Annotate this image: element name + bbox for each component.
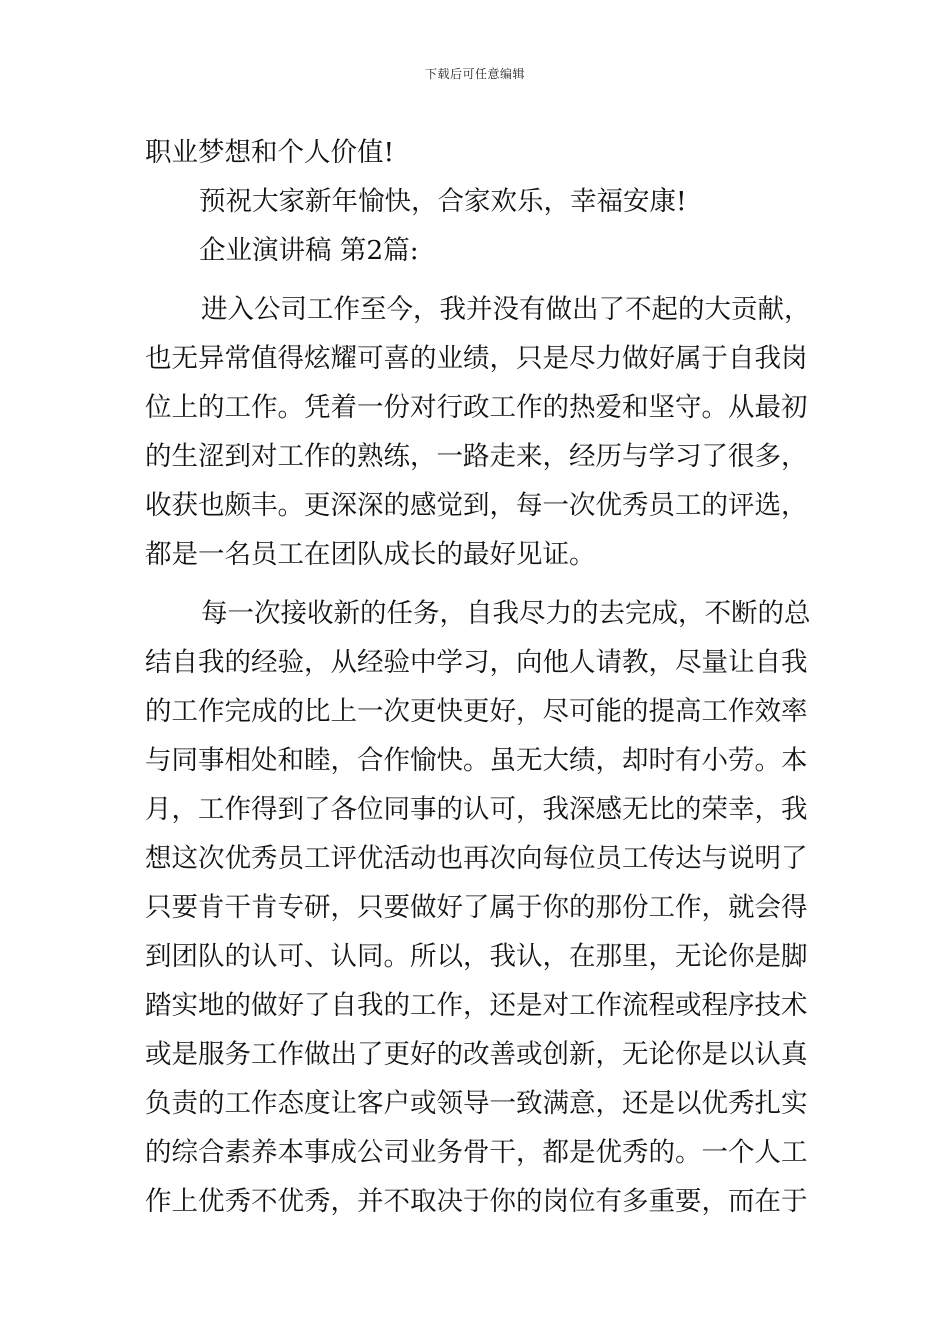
text-line: 预祝大家新年愉快，合家欢乐，幸福安康! (199, 186, 687, 217)
page-header: 下载后可任意编辑 (424, 67, 525, 81)
text-line: 职业梦想和个人价值! (145, 137, 395, 168)
section-heading: 企业演讲稿 第2篇: (199, 235, 419, 266)
text-line: 的工作完成的比上一次更快更好，尽可能的提高工作效率 (145, 696, 808, 727)
text-line: 负责的工作态度让客户或领导一致满意，还是以优秀扎实 (145, 1088, 808, 1119)
text-line: 收获也颇丰。更深深的感觉到，每一次优秀员工的评选， (145, 490, 808, 521)
paragraph-first-line: 进入公司工作至今，我并没有做出了不起的大贡献， (201, 294, 810, 325)
text-line: 都是一名员工在团队成长的最好见证。 (145, 539, 596, 570)
text-line: 位上的工作。凭着一份对行政工作的热爱和坚守。从最初 (145, 392, 808, 423)
text-line: 踏实地的做好了自我的工作，还是对工作流程或程序技术 (145, 990, 808, 1021)
document-body (145, 128, 810, 1226)
text-line: 的综合素养本事成公司业务骨干，都是优秀的。一个人工 (145, 1137, 808, 1168)
text-line: 也无异常值得炫耀可喜的业绩，只是尽力做好属于自我岗 (145, 343, 808, 374)
text-line: 作上优秀不优秀，并不取决于你的岗位有多重要，而在于 (145, 1186, 808, 1217)
paragraph-first-line: 每一次接收新的任务，自我尽力的去完成，不断的总 (201, 598, 810, 629)
text-line: 月，工作得到了各位同事的认可，我深感无比的荣幸，我 (145, 794, 808, 825)
text-line: 与同事相处和睦，合作愉快。虽无大绩，却时有小劳。本 (145, 745, 808, 776)
text-line: 的生涩到对工作的熟练，一路走来，经历与学习了很多， (145, 441, 808, 472)
text-line: 结自我的经验，从经验中学习，向他人请教，尽量让自我 (145, 647, 808, 678)
text-line: 或是服务工作做出了更好的改善或创新，无论你是以认真 (145, 1039, 808, 1070)
text-line: 想这次优秀员工评优活动也再次向每位员工传达与说明了 (145, 843, 808, 874)
text-line: 只要肯干肯专研，只要做好了属于你的那份工作，就会得 (145, 892, 808, 923)
text-line: 到团队的认可、认同。所以，我认，在那里，无论你是脚 (145, 941, 808, 972)
